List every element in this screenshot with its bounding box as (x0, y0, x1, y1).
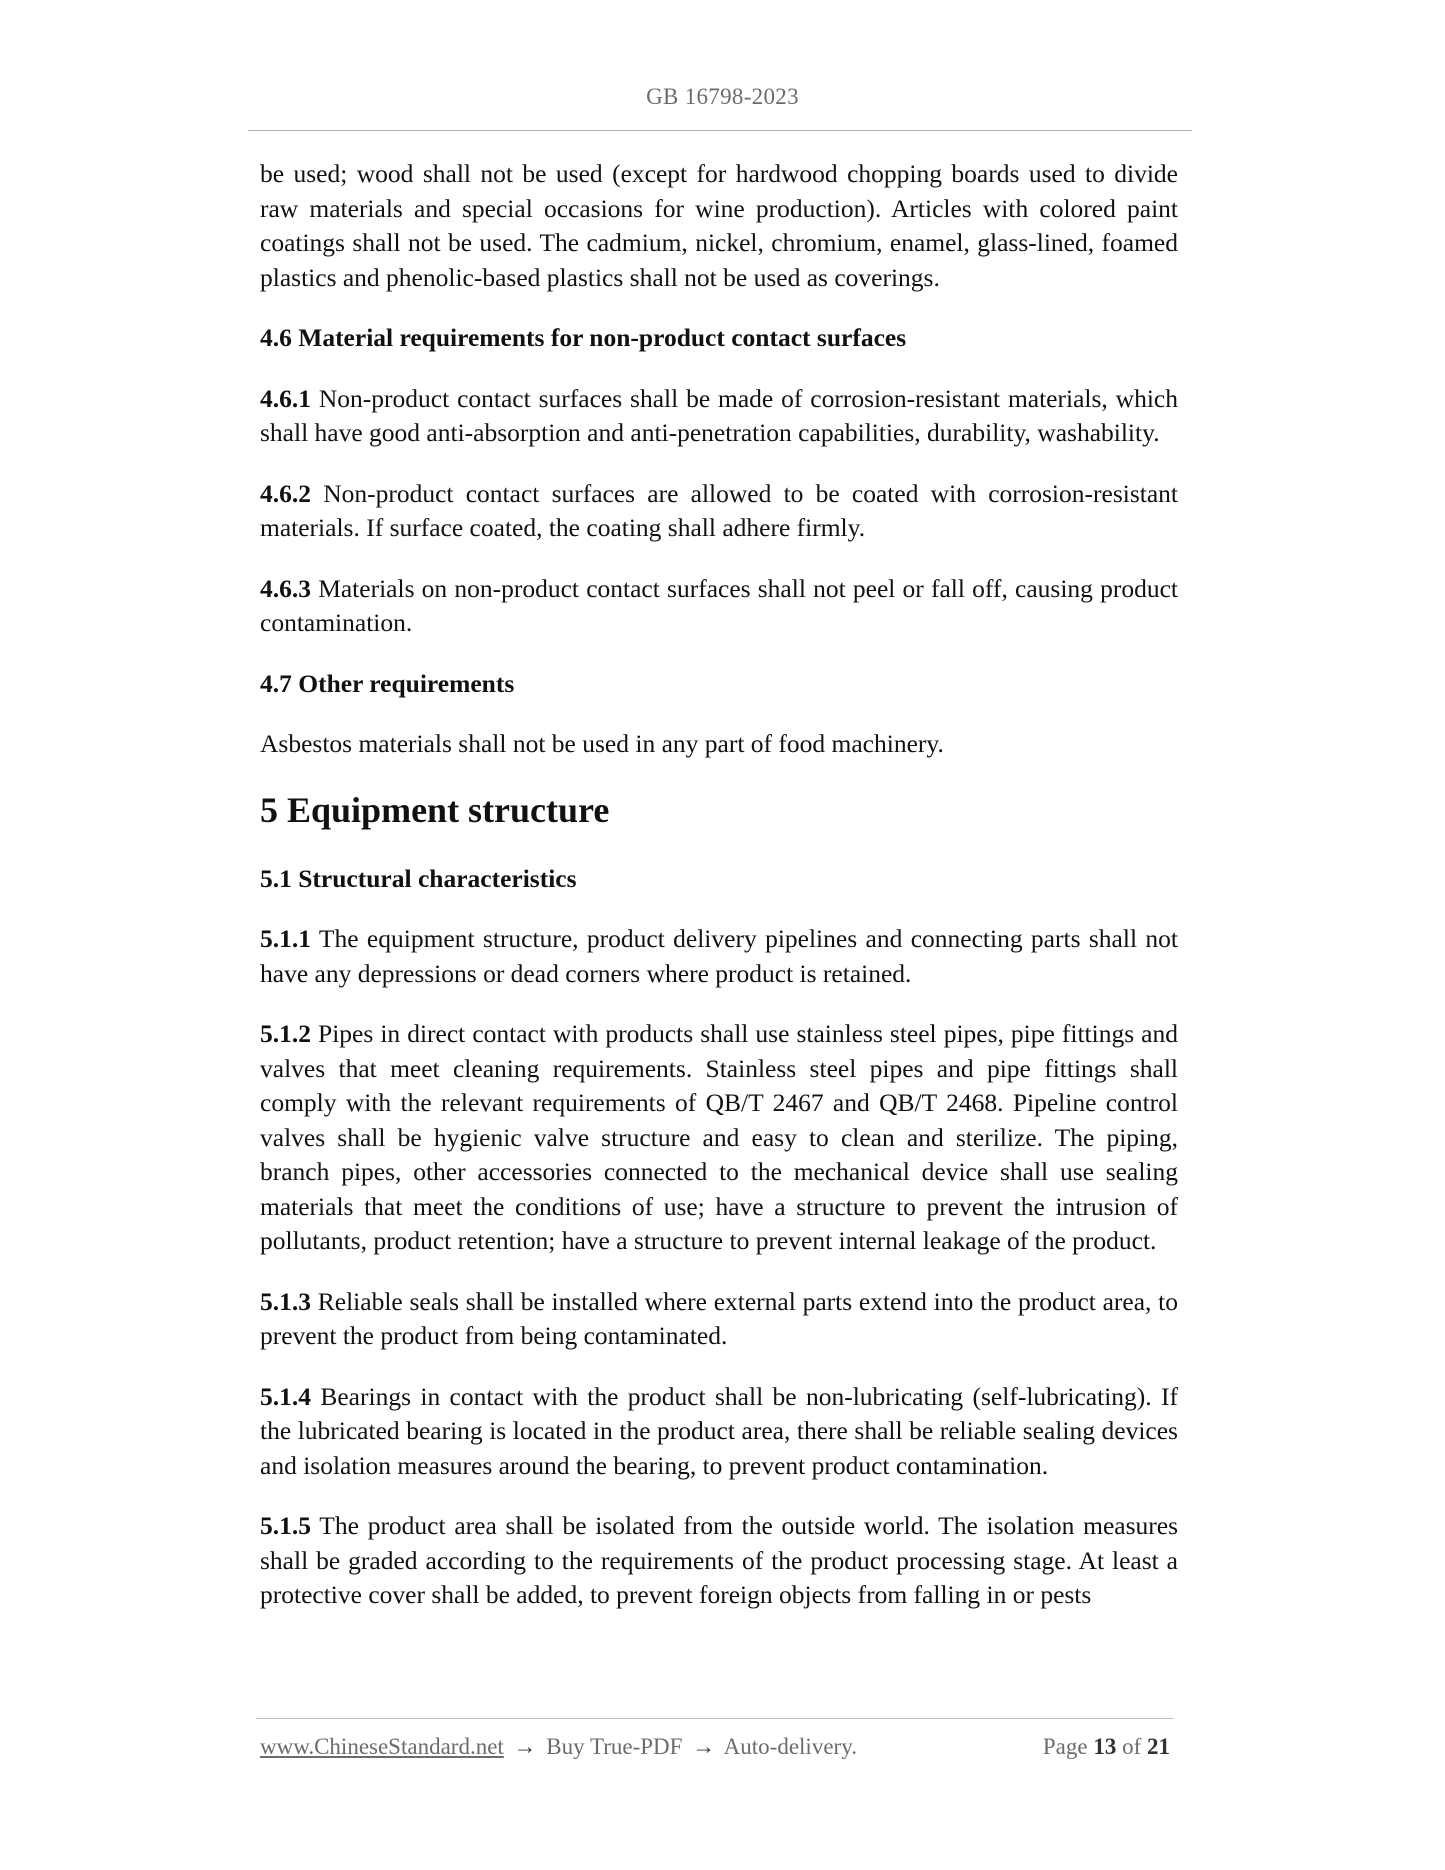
section-heading-4-7: 4.7 Other requirements (260, 668, 515, 698)
arrow-right-icon: → (692, 1734, 716, 1759)
paragraph-4-6-2 (260, 477, 1178, 546)
paragraph-4-6-3 (260, 572, 1178, 641)
clause-text: Materials on non-product contact surfaces shall not peel or fall off, causing product contamination. (260, 573, 1178, 637)
clause-number: 5.1.5 (260, 1511, 311, 1540)
clause-text: The product area shall be isolated from the outside world. The isolation measures shall be graded according to the requirements of the product processing stage. At least a protective cover shall be added, to prevent foreign objects from falling in or pests (260, 1511, 1178, 1609)
buy-pdf-text: Buy True-PDF (546, 1734, 683, 1759)
paragraph-intro: be used; wood shall not be used (except for hardwood chopping boards used to divide raw materials and special occasions for wine production). Articles with colored paint coatings shall not be used. The cadmium, nickel, chromium, enamel, glass-lined, foamed plastics and phenolic-based plastics shall not be used as coverings. (260, 159, 1178, 292)
clause-number: 4.6.2 (260, 478, 311, 508)
clause-number: 5.1.4 (260, 1381, 311, 1411)
arrow-right-icon: → (513, 1734, 537, 1759)
clause-text: Pipes in direct contact with products shall use stainless steel pipes, pipe fittings and valves that meet cleaning requirements. Stainless steel pipes and pipe fittings shall comply with the relevant requirements of QB/T 2467 and QB/T 2468. Pipeline control valves shall be hygienic valve structure and easy to clean and sterilize. The piping, branch pipes, other accessories connected to the mechanical device shall use sealing materials that meet the conditions of use; have a structure to prevent the intrusion of pollutants, product retention; have a structure to prevent internal leakage of the product. (260, 1019, 1178, 1255)
paragraph-4-7: Asbestos materials shall not be used in any part of food machinery. (260, 729, 944, 758)
paragraph-5-1-2 (260, 1017, 1178, 1259)
footer-promo (260, 1734, 857, 1760)
clause-text: Bearings in contact with the product shall be non-lubricating (self-lubricating). If the lubricated bearing is located in the product area, there shall be reliable sealing devices and isolation measures around the bearing, to prevent product contamination. (260, 1381, 1178, 1480)
footer-divider (256, 1718, 1174, 1719)
site-link[interactable]: www.ChineseStandard.net (260, 1734, 504, 1759)
page-label: Page (1042, 1734, 1088, 1759)
clause-number: 5.1.1 (260, 924, 311, 953)
section-heading-4-6: 4.6 Material requirements for non-product contact surfaces (260, 323, 907, 352)
page-header-title: GB 16798-2023 (646, 84, 799, 109)
current-page: 13 (1093, 1734, 1117, 1759)
chapter-heading-5: 5 Equipment structure (260, 789, 610, 830)
clause-text: Non-product contact surfaces shall be made of corrosion-resistant materials, which shall have good anti-absorption and anti-penetration capabilities, durability, washability. (260, 383, 1178, 447)
clause-number: 5.1.3 (260, 1286, 311, 1316)
paragraph-5-1-3 (260, 1285, 1178, 1354)
auto-delivery-text: Auto-delivery. (723, 1734, 857, 1759)
paragraph-5-1-4 (260, 1380, 1178, 1484)
paragraph-5-1-1 (260, 922, 1178, 991)
paragraph-5-1-5 (260, 1509, 1178, 1613)
header-divider (248, 130, 1192, 131)
clause-text: Reliable seals shall be installed where external parts extend into the product area, to prevent the product from being contaminated. (260, 1286, 1178, 1350)
clause-number: 4.6.3 (260, 573, 311, 603)
clause-text: The equipment structure, product delivery pipelines and connecting parts shall not have any depressions or dead corners where product is retained. (260, 924, 1178, 988)
clause-text: Non-product contact surfaces are allowed to be coated with corrosion-resistant materials. If surface coated, the coating shall adhere firmly. (260, 478, 1178, 542)
document-body (260, 157, 1178, 1613)
total-pages: 21 (1147, 1734, 1170, 1759)
page-number (1043, 1734, 1170, 1760)
clause-number: 5.1.2 (260, 1019, 311, 1048)
paragraph-4-6-1 (260, 382, 1178, 451)
of-label: of (1122, 1734, 1142, 1759)
section-heading-5-1: 5.1 Structural characteristics (260, 863, 577, 893)
clause-number: 4.6.1 (260, 383, 311, 413)
